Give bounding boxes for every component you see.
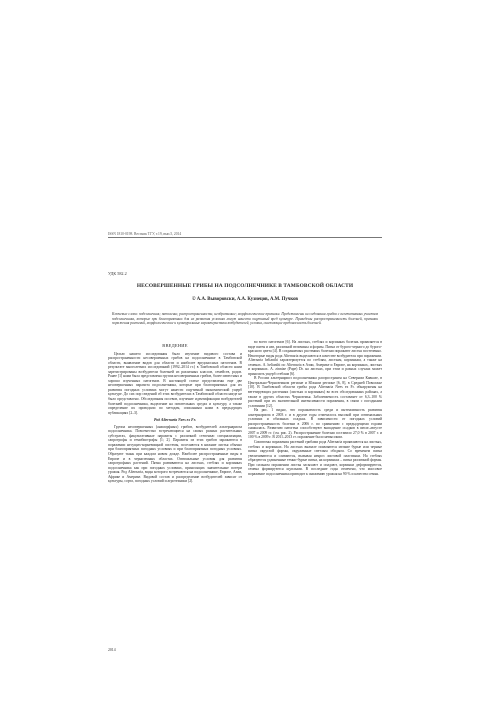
- header-rule: [108, 237, 382, 238]
- body-paragraph: во всего патогенов [6]. На листьях, стеблях и корзинках болезнь проявляется в виде пятен и язв, различной величины и формы. Пятна от бурого-черного до бурого-красного цвета [4]. В сохраняемых растениях болезни поражают листья постепенно. Некоторые виды рода Alternaria выделяются в качестве возбудителя при поражении. Alternaria helianthi характеризуется по стеблям, листьям, корзинкам, а также на семенах. A. helianthi по Alternaria в Азии, Америке и Европе, на корзинках, листьях и корзинках. A. zinniae (Pape) Dr. на листьях, при этом и разных случаях может приносить ущерб стеблям [6].: [248, 340, 382, 376]
- page-number: 2014: [108, 648, 116, 652]
- body-paragraph: Группа несовершенных (анаморфных) грибов, возбудителей альтернариоза подсолнечника. Повсеместно встречающиеся на самых разных растительных субстратах, факультативные паразиты с различной степенью специализации, сапротрофы и гемибиотрофы [1; 2]. Паразиты из этих грибов заражаются в поражении несущих-корневищной системы, поселяются в нижние листья обычно при благоприятных погодных условиях и при благоприятных погодных условиях. Образуют ткань при каждом новом дожде. Наиболее распространенные виды в Европе и в черноземных областях. Оптимальные условия для развития сапротрофных растений. Пятна развиваются на листьях, стеблях и корзинках подсолнечника как при погодных условиях, приносящих значительные потери урожая. Род Alternaria, виды которого встречаются на подсолнечнике, Европе, Азии, Африке и Америке. Видовой состав и распределение возбудителей зависят от культуры, сорта, погодных условий и агротехники [2].: [108, 424, 242, 484]
- body-paragraph: В России альтернариоз подсолнечника распространен на Северном Кавказе, в Центрально-Черноземном регионе и Южном регионе [6, 8], в Средней Поволжье [10]. В Тамбовской области грибы рода Alternaria Nees ex Fr. обнаружены на вегетирующих растениях (листьях и корзинках) во всех обследованных районах, а также в других областях Черноземья. Заболеваемость составляет от 6,3–100 % растений при их значительной интенсивности поражения, в связи с погодными условиями [12].: [248, 376, 382, 408]
- left-column: [108, 340, 242, 484]
- right-column: [248, 340, 382, 476]
- subsection-heading: Род Alternaria Nees ex Fr.: [154, 418, 196, 423]
- intro-paragraph: Целью нашего исследования было изучение видового состава и распространенности несовершенных грибов на подсолнечнике в Тамбовской области, выявление видов для области и наиболее вредоносных патогенов. В результате многолетних исследований (1992–2014 гг.) в Тамбовской области нами зарегистрированы возбудители болезней из различных классов, семейств, родов. Ранее [1] нами была представлена группа несовершенных грибов, более известных и хорошо изученных патогенов. В настоящей статье представлены еще две несовершенных паразита подсолнечника, которые при благоприятных для их развития погодных условиях могут нанести ощутимый экономический ущерб культуре. До сих пор сведений об этих возбудителях в Тамбовской области нигде не было представлено. Обследования посевов, изучение идентификации возбудителей болезней подсолнечника, выделение на питательных средах и культуру, а также определение их проводили по методам, описанным нами в предыдущих публикациях [2–3].: [108, 351, 242, 415]
- section-heading: ВВЕДЕНИЕ: [162, 343, 188, 348]
- journal-header: ISSN 1810-0198. Вестник ТГУ, т.19, вып.5, 2014: [108, 232, 182, 236]
- body-paragraph: Симптомы поражения растений грибами рода Alternaria проявляются на листьях, стеблях и корзинках. На листьях вначале появляются мелкие бурые или черные пятна округлой формы, окруженные светлым ободком. Со временем пятна увеличиваются и сливаются, вызывая некроз листовой пластинки. На стеблях образуются удлиненные темно-бурые пятна, на корзинках – пятна различной формы. При сильном поражении листья засыхают и опадают, корзинки деформируются, семена формируются щуплыми. В последние годы отмечено, что массовое поражение подсолнечника приводит к снижению урожая на 90 % и качества семян.: [248, 440, 382, 476]
- article-authors: © А.А. Выворовски, А.А. Кузнецов, А.М. Пучков: [192, 297, 298, 302]
- body-paragraph: На рис. 1 видно, что поражаемость среди и интенсивность развития альтернариоза в 2003 г. и в другие годы отмечалось высокой при оптимальных условиях и обильных осадках. В зависимости от погодных условий распространенность болезни в 2006 г. по сравнению с предыдущими годами снижалась. Развитию патогена способствуют выпадение осадков в июле–августе 2007 и 2009 гг. (см. рис. 2). Распространение болезни составило 27,0 % в 2007 г. и 100 % в 2009 г. В 2011–2013 гг. поражение было невысоким.: [248, 408, 382, 440]
- article-title: НЕСОВЕРШЕННЫЕ ГРИБЫ НА ПОДСОЛНЕЧНИКЕ В ТАМБОВСКОЙ ОБЛАСТИ: [136, 283, 354, 289]
- article-abstract: Ключевые слова: подсолнечник; патогены; распространенность; необратимые; морфологические признаки. Представлены исследования грибов с вегетативных участков подсолнечника, которые при благоприятных для их развития условиях могут нанести ощутимый вред культуре. Приведены распространенность болезней, признаки поражения растений, морфологические и культуральные характеристики возбудителей, условия, снижающие вредоносность болезней.: [112, 312, 378, 326]
- udc-code: УДК 582.2: [108, 271, 127, 276]
